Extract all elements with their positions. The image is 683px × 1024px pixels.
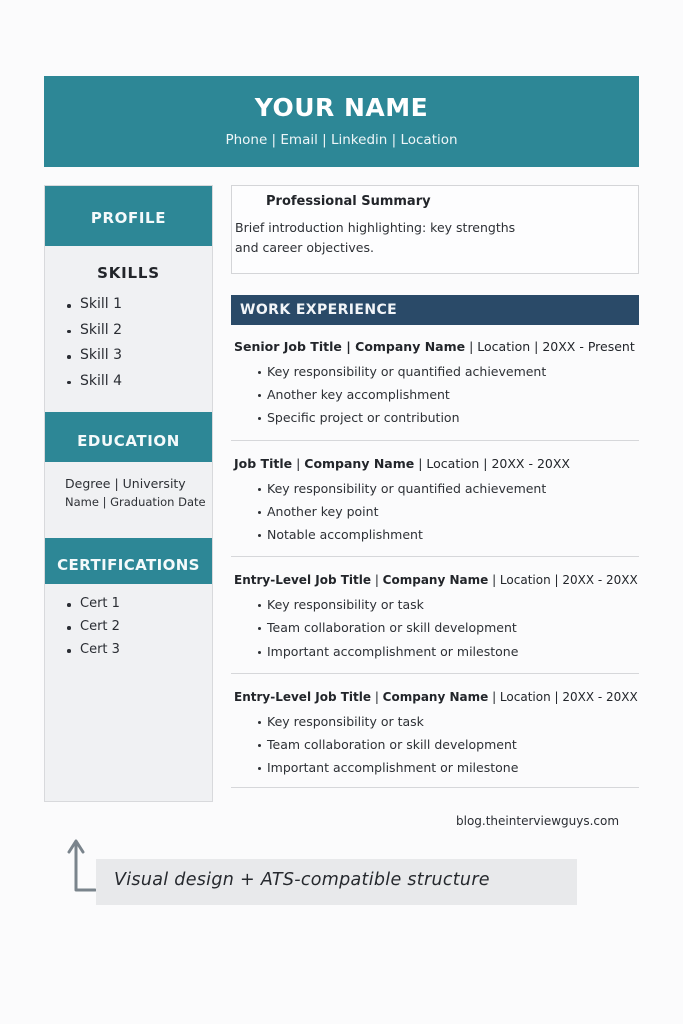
divider bbox=[231, 673, 639, 674]
work-experience-band: WORK EXPERIENCE bbox=[231, 295, 639, 325]
skills-list bbox=[45, 292, 212, 394]
job-bullet: Important accomplishment or milestone bbox=[258, 756, 639, 779]
job-bullet: Important accomplishment or milestone bbox=[258, 640, 639, 663]
divider bbox=[231, 556, 639, 557]
job-title: Entry-Level Job Title bbox=[234, 573, 371, 588]
job-entry bbox=[231, 684, 639, 780]
job-bullet: Key responsibility or quantified achievement bbox=[258, 360, 639, 383]
certifications-band: CERTIFICATIONS bbox=[45, 538, 212, 584]
job-dates: 20XX - Present bbox=[542, 339, 635, 354]
job-location: Location bbox=[477, 339, 531, 354]
summary-line-2: and career objectives. bbox=[235, 240, 374, 255]
education-line-2: Name | Graduation Date bbox=[65, 495, 206, 509]
job-bullets bbox=[234, 593, 639, 663]
job-title: Entry-Level Job Title bbox=[234, 689, 371, 704]
job-bullet: Notable accomplishment bbox=[258, 523, 639, 546]
education-details bbox=[45, 462, 212, 512]
job-dates: 20XX - 20XX bbox=[491, 455, 570, 471]
job-location: Location bbox=[499, 689, 551, 704]
caption-text: Visual design + ATS-compatible structure bbox=[114, 870, 490, 890]
job-heading: Entry-Level Job Title | Company Name | Location | 20XX - 20XX bbox=[234, 573, 638, 588]
job-title: Senior Job Title bbox=[234, 339, 342, 354]
job-location: Location bbox=[426, 455, 480, 471]
professional-summary bbox=[231, 185, 639, 274]
sidebar bbox=[44, 185, 213, 802]
job-entry bbox=[231, 567, 639, 663]
cert-item: Cert 1 bbox=[65, 592, 212, 615]
job-title: Job Title bbox=[234, 455, 293, 471]
skill-item: Skill 3 bbox=[65, 343, 212, 369]
job-location: Location bbox=[499, 573, 551, 588]
divider bbox=[231, 787, 639, 788]
job-entry bbox=[231, 334, 639, 430]
resume-header bbox=[44, 76, 639, 167]
summary-text bbox=[235, 218, 535, 258]
job-bullet: Key responsibility or task bbox=[258, 710, 639, 733]
certifications-list bbox=[45, 592, 212, 661]
job-bullet: Another key accomplishment bbox=[258, 383, 639, 406]
contact-line: Phone | Email | Linkedin | Location bbox=[225, 132, 458, 148]
job-bullet: Specific project or contribution bbox=[258, 406, 639, 429]
job-bullet: Team collaboration or skill development bbox=[258, 616, 639, 639]
job-heading: Senior Job Title | Company Name | Location | 20XX - Present bbox=[234, 339, 635, 354]
cert-item: Cert 3 bbox=[65, 638, 212, 661]
jobs-list bbox=[231, 334, 639, 798]
candidate-name: YOUR NAME bbox=[254, 93, 429, 122]
skills-title: SKILLS bbox=[97, 264, 160, 282]
job-bullets bbox=[234, 710, 639, 780]
divider bbox=[231, 440, 639, 441]
job-bullet: Team collaboration or skill development bbox=[258, 733, 639, 756]
job-entry bbox=[231, 451, 639, 547]
up-arrow-icon bbox=[66, 838, 96, 894]
cert-item: Cert 2 bbox=[65, 615, 212, 638]
education-line-1: Degree | University bbox=[65, 476, 186, 491]
job-bullet: Another key point bbox=[258, 500, 639, 523]
skill-item: Skill 4 bbox=[65, 369, 212, 395]
job-bullet: Key responsibility or quantified achievement bbox=[258, 477, 639, 500]
skill-item: Skill 1 bbox=[65, 292, 212, 318]
job-dates: 20XX - 20XX bbox=[562, 573, 638, 588]
summary-line-1: Brief introduction highlighting: key strengths bbox=[235, 220, 516, 235]
job-bullets bbox=[234, 477, 639, 547]
summary-title: Professional Summary bbox=[266, 194, 431, 209]
caption-box bbox=[96, 859, 577, 905]
job-heading: Job Title | Company Name | Location | 20XX - 20XX bbox=[234, 455, 570, 471]
site-url: blog.theinterviewguys.com bbox=[456, 814, 620, 828]
job-company: Company Name bbox=[355, 339, 466, 354]
job-bullet: Key responsibility or task bbox=[258, 593, 639, 616]
education-band: EDUCATION bbox=[45, 412, 212, 462]
job-dates: 20XX - 20XX bbox=[562, 689, 638, 704]
profile-band: PROFILE bbox=[45, 186, 212, 246]
skill-item: Skill 2 bbox=[65, 318, 212, 344]
job-bullets bbox=[234, 360, 639, 430]
job-company: Company Name bbox=[382, 573, 489, 588]
job-heading: Entry-Level Job Title | Company Name | Location | 20XX - 20XX bbox=[234, 689, 638, 704]
job-company: Company Name bbox=[304, 455, 415, 471]
job-company: Company Name bbox=[382, 689, 489, 704]
